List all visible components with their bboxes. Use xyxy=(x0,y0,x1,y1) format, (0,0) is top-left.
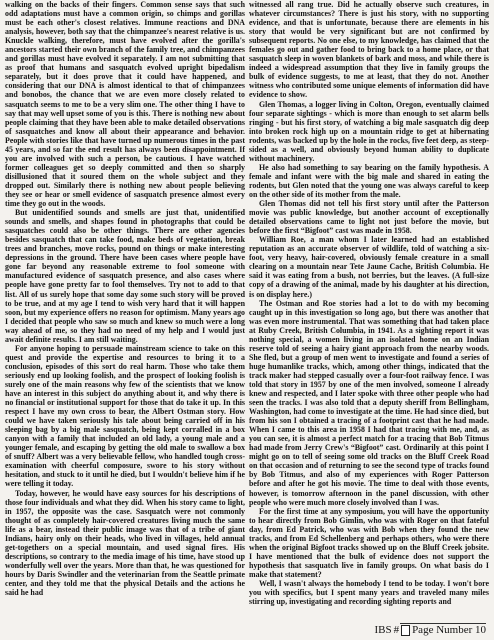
paragraph: Glen Thomas, a logger living in Colton, Oregon, eventually claimed four separate sightings - which is more than enough to set alarm bells ringing - but his first story, of watching a big male sasquatch dig deep into broken rock high up on a mountain ridge to get at hibernating rodents, was backed up by the hole in the rocks, five feet deep, as steep-sided as a well, and obviously beyond human ability to duplicate without machinery. xyxy=(249,99,489,163)
journal-name: IBS xyxy=(374,624,392,636)
paragraph: Well, I wasn't always the homebody I tend to be today. I won't bore you with specifics, but I spent many years and traveled many miles stirring up, investigating and recording sighting reports and xyxy=(249,579,489,607)
paragraph: For the first time at any symposium, you will have the opportunity to hear directly from Bob Gimlin, who was with Roger on that fateful day, from Ed Patrick, who was with Bob when they found the new tracks, and from Ed Schellenberg and perhaps others, who were there when the original Bigfoot tracks showed up on the Bluff Creek jobsite. I have mentioned that the bulk of evidence does not support the hypothesis that sasquatch live in family groups. On what basis do I make that statement? xyxy=(249,506,489,579)
hash-symbol: # xyxy=(393,624,400,636)
paragraph: William Roe, a man whom I later learned had an established reputation as an accurate observer of wildlife, told of watching a six-foot, very heavy, hair-covered, obviously female creature in a small clearing on a mountain near Tete Jaune Cache, British Columbia. He said it was eating from a bush, not berries, but the leaves. (A full-size copy of a drawing of the animal, made by his daughter at his direction, is on display here.) xyxy=(249,235,489,299)
paragraph: Today, however, he would have easy sources for his descriptions of those four individuals and what they did. When his story came to light, in 1957, the opposite was the case. Sasquatch were not commonly thought of as completely hair-covered creatures living much the same life as a bear, instead their public image was that of a tribe of giant Indians, hairy only on their heads, who lived in villages, held annual get-togethers on a special mountain, and used signal fires. His descriptions, so contrary to the media image of his time, have stood up wonderfully well over the years. More than that, he was questioned for hours by Daris Swindler and the veterinarian from the Seattle primate center, and they told me that the physical Details and the actions he said he had xyxy=(5,488,245,598)
paragraph: For anyone hoping to persuade mainstream science to take on this quest and provide the expertise and resources to bring it to a conclusion, episodes of this sort do real harm. Those who take them seriously end up looking foolish, and the prospect of looking foolish is surely one of the main reasons why few of the scientists that we know have an interest in this subject do anything about it, and why there is no financial or institutional support for those that do take it up. In this respect I have my own cross to bear, the Albert Ostman story. How could we have taken seriously his tale about being carried off in his sleeping bag by a big male sasquatch, being kept corralled in a box canyon with a family that included an old lady, a young male and a younger female, and escaping by getting the old male to swallow a box of snuff? Albert was a very believable fellow, who handled tough cross-examination with cheerful composure, swore to his story without hesitation, and stuck to it until he died, but I wouldn't believe him if he were telling it today. xyxy=(5,343,245,489)
right-column xyxy=(249,0,489,606)
paragraph: The Ostman and Roe stories had a lot to do with my becoming caught up in this investigation so long ago, but there was another that was even more instrumental. That was something that had taken place at Ruby Creek, British Columbia, in 1941. As a sighting report it was nothing special, a women living in an isolated home on an Indian reserve told of seeing a hairy giant approach from the nearby woods. She fled, but a group of men went to investigate and found a series of huge humanlike tracks, which, among other things, indicated that the track maker had stepped casually over a four-foot railway fence. I was told that story in 1957 by one of the men involved, someone I already knew and respected, and I later spoke with three other people who had seen the tracks. I was also told that a deputy sheriff from Bellingham, Washington, had come to investigate at the time. He had since died, but from his son I obtained a tracing of a footprint cast that he had made. When I came to this area in 1958 I had that tracing with me, and, as you can see, it is almost a perfect match for a tracing that Bob Titmus had made from Jerry Crew's “Bigfoot” cast. Ordinarily at this point I might go on to tell of seeing some old tracks on the Bluff Creek Road on that occasion and of returning to see the second type of tracks found by Bob Titmus, and also of my experiences with Roger Patterson before and after he got his movie. The time to deal with those events, however, is tomorrow afternoon in the panel discussion, with other people who were much more closely involved than I was. xyxy=(249,298,489,507)
paragraph: Glen Thomas did not tell his first story until after the Patterson movie was public knowledge, but another account of exceptionally detailed observations came to light not just before the movie, but before the first “Bigfoot” cast was made in 1958. xyxy=(249,199,489,236)
paragraph: He also had something to say bearing on the family hypothesis. A female and infant were with the big male and shared in eating the rodents, but Glen noted that the young one was always careful to keep on the other side of its mother from the male. xyxy=(249,162,489,199)
paragraph: walking on the backs of their fingers. Common sense says that such odd adaptations must have a common origin, so chimps and gorillas must be each other's closest relatives. Immune reactions and DNA analysis, however, both say that the chimpanzee's nearest relative is us. Knuckle walking, therefore, must have evolved after the gorilla's ancestors started their own branch of the family tree, and chimpanzees and gorillas must have evolved it separately. I am not submitting that as proof that humans and sasquatch evolved upright bipedalism separately, but it does prove that it could have happened, and considering that our DNA is almost identical to that of chimpanzees and bonobos, the chance that we are even more closely related to sasquatch seems to me to be a very slim one. The other thing I have to say that may well upset some of you is this. There is nothing new about people claiming that they have been able to make detailed observations of sasquatches and know all about their appearance and behavior. People with stories like that have turned up numerous times in the past 45 years, and so far the end result has always been disappointment. If you are involved with such a person, be cautious. I have watched former colleagues get so deeply committed and then so sharply disillusioned that it soured them on the whole subject and they dropped out. Similarly there is nothing new about people believing they see or hear or smell evidence of sasquatch presence almost every time they go out in the woods. xyxy=(5,0,245,209)
left-column xyxy=(5,0,245,597)
paragraph: witnessed all rang true. Did he actually observe such creatures, in whatever circumstances? There is just his story, with no supporting evidence, and that is unfortunate, because there are elements in his story that would be very significant but are not confirmed by subsequent reports. No one else, to my knowledge, has claimed that the females go out and gather food to bring back to a home place, or that sasquatch sleep in woven blankets of bark and moss, and while there is indeed a widespread assumption that they live in family groups the bulk of evidence suggests, to me at least, that they do not. Another witness who contributed some unique elements of information did have evidence to show. xyxy=(249,0,489,100)
page-icon xyxy=(401,625,410,636)
page-number: Page Number 10 xyxy=(412,624,486,636)
paragraph: But unidentified sounds and smells are just that, unidentified sounds and smells, and shapes found in photographs that could be sasquatches could also be other things. There are other agencies besides sasquatch that can take food, make beds of vegetation, break trees and branches, move rocks, pound on things or make interesting depressions in the ground. There have been cases where people have gone far beyond any reasonable extreme to fool someone with manufactured evidence of sasquatch presence, and also cases where people have gone pretty far to fool themselves. Try not to add to that list. All of us surely hope that some day some such story will be proved to be true, and at my age I tend to wish very hard that it will happen soon, but my experience offers no reason for optimism. Many years ago I decided that people who saw so much and knew so much were a long way ahead of me, so they had no need of my help and I would just await definite results. I am still waiting. xyxy=(5,208,245,344)
page-footer xyxy=(374,624,486,636)
